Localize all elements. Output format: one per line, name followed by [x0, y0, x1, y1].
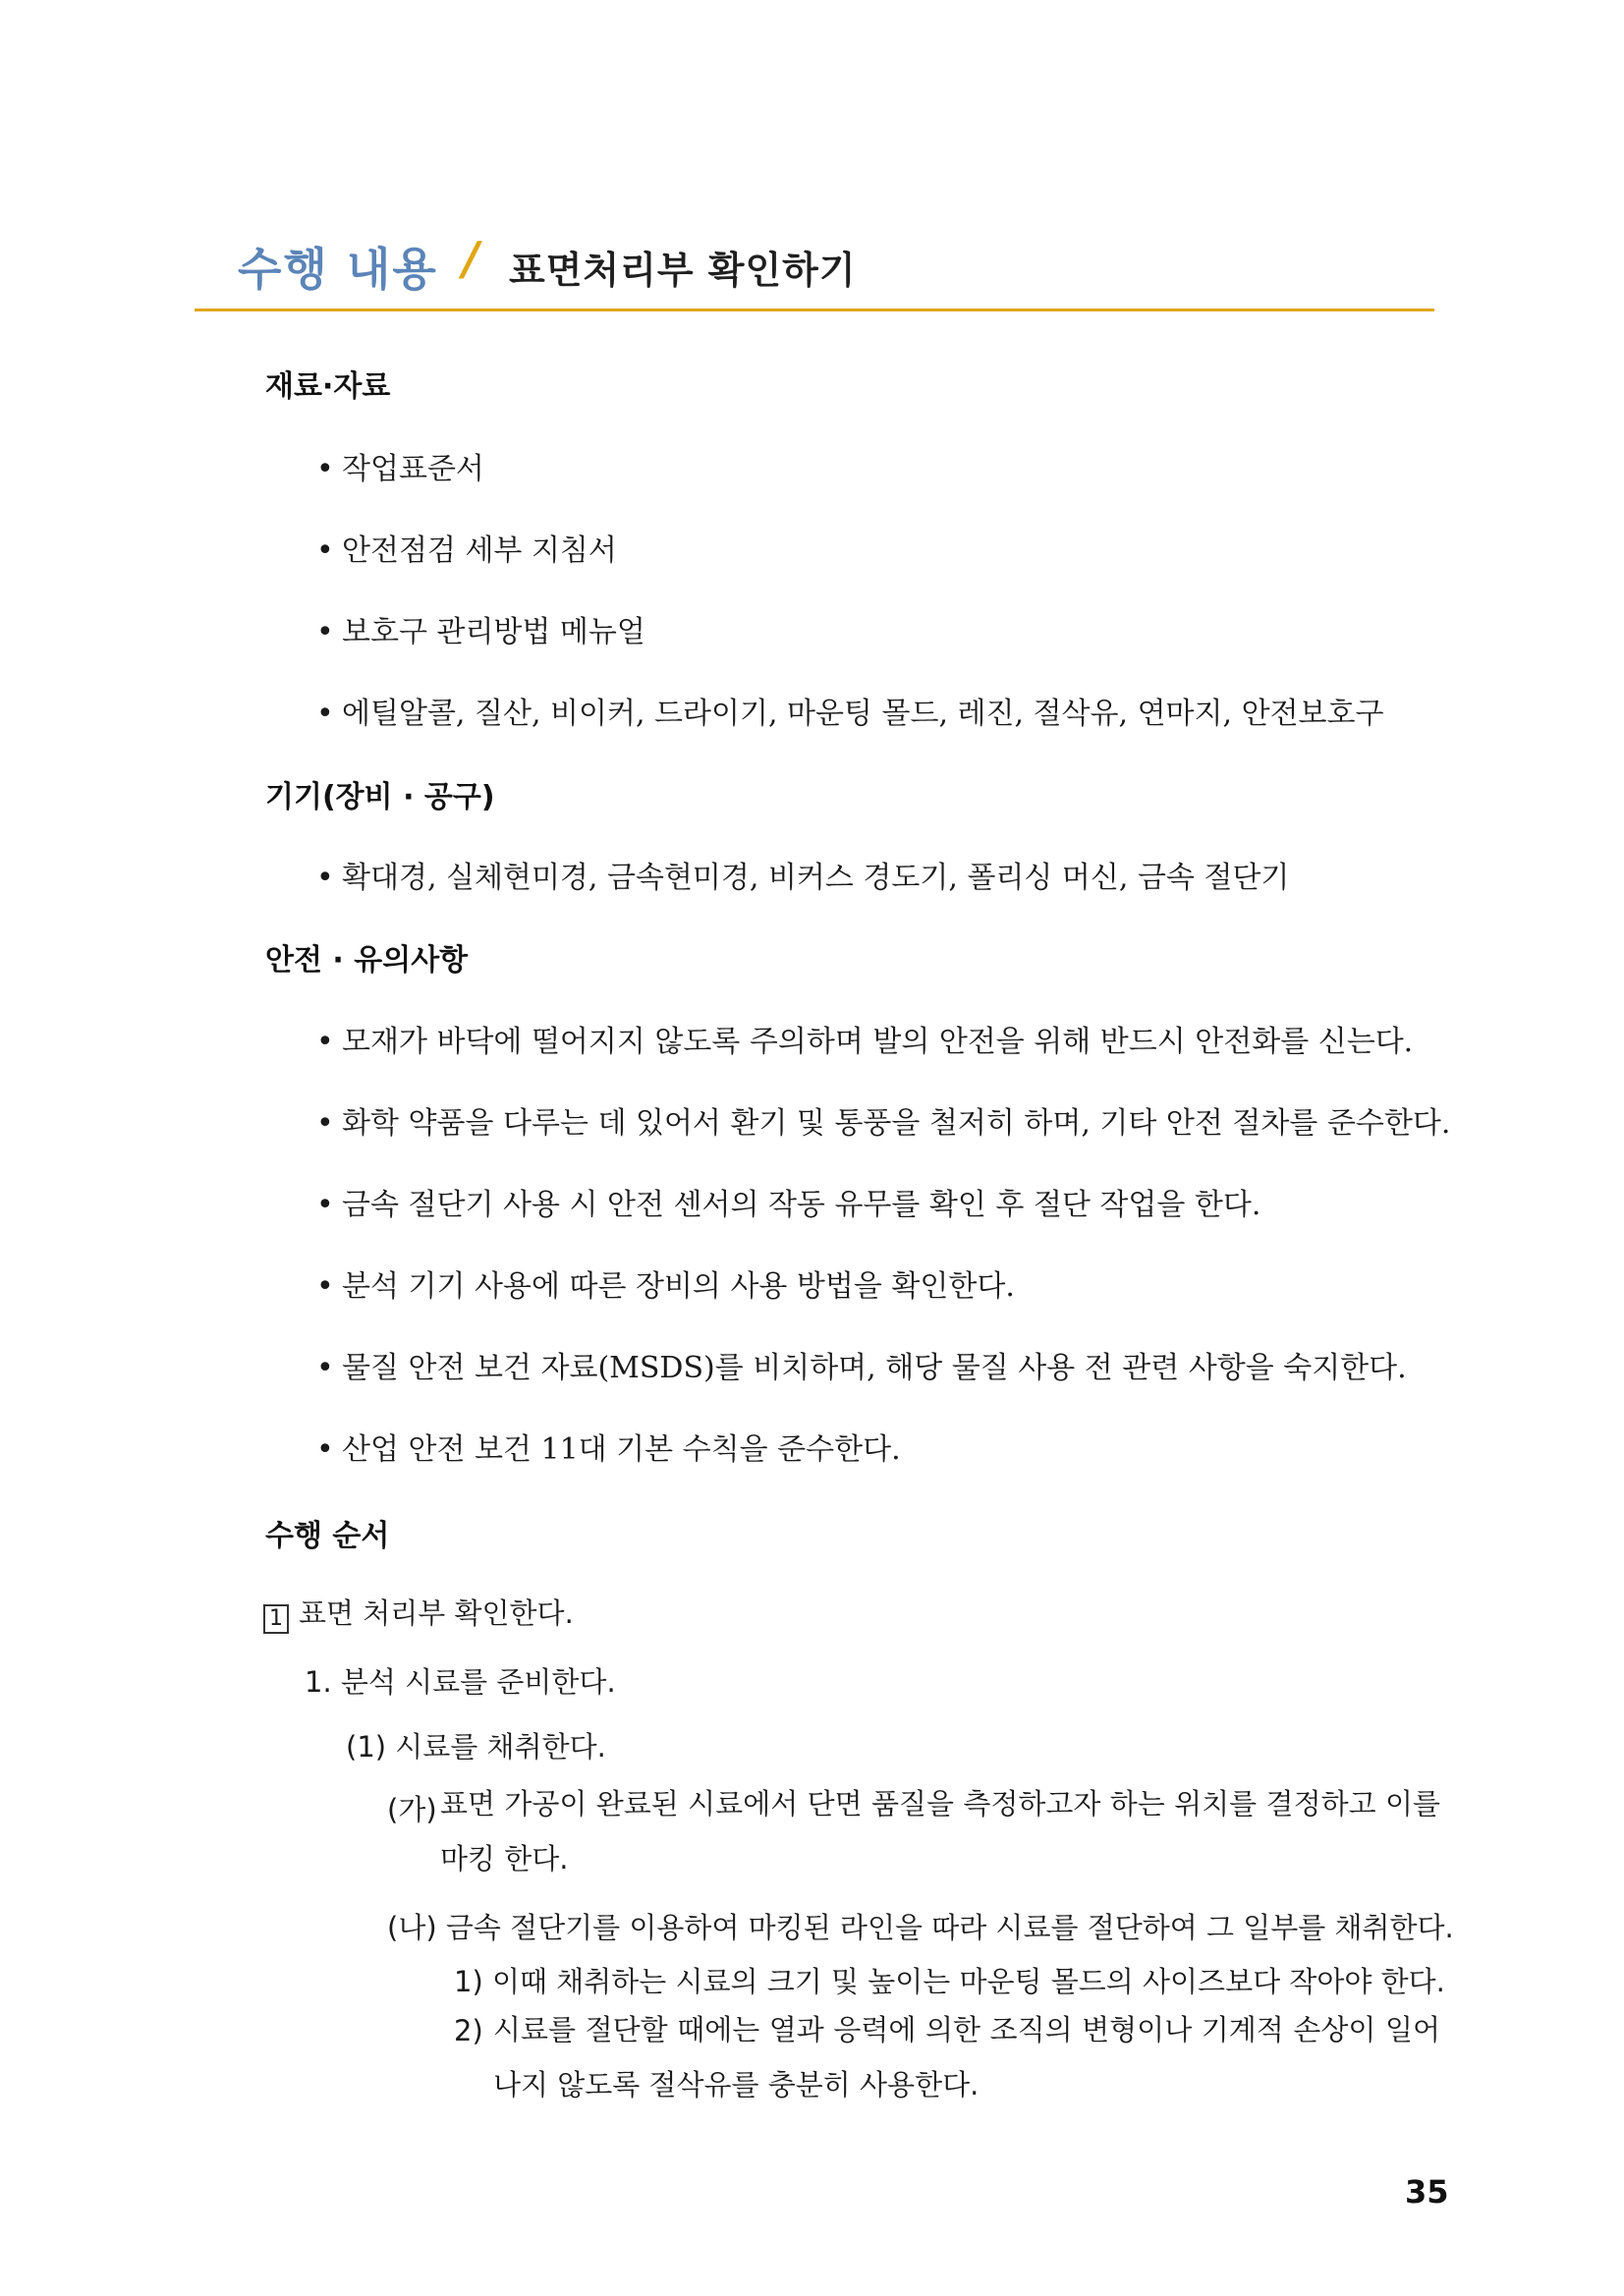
bullet-icon: • — [316, 615, 334, 649]
header-slash: / — [463, 232, 479, 285]
section-label: 수행 내용 — [238, 243, 438, 296]
equipment-item: • 확대경, 실체현미경, 금속현미경, 비커스 경도기, 폴리싱 머신, 금속 절단기 — [316, 861, 1290, 895]
safety-item: • 물질 안전 보건 자료(MSDS)를 비치하며, 해당 물질 사용 전 관련 사항을 숙지한다. — [316, 1351, 1407, 1385]
equipment-heading: 기기(장비 · 공구) — [265, 780, 495, 814]
procedure-item-na: (나) 금속 절단기를 이용하여 마킹된 라인을 따라 시료를 절단하여 그 일부를 채취한다. — [387, 1911, 1454, 1944]
bullet-icon: • — [316, 1351, 334, 1385]
bullet-icon: • — [316, 861, 334, 895]
section-header — [195, 234, 1434, 312]
safety-heading: 안전 · 유의사항 — [265, 943, 469, 978]
procedure-item-ga: (가) 표면 가공이 완료된 시료에서 단면 품질을 측정하고자 하는 위치를 결정하고 이를 마킹 한다. — [387, 1787, 1440, 1876]
procedure-note: 1) 이때 채취하는 시료의 크기 및 높이는 마운팅 몰드의 사이즈보다 작아야 한다. — [454, 1965, 1445, 1998]
step-number-box: 1 — [263, 1604, 289, 1634]
header-divider — [195, 308, 1434, 311]
procedure-note: 2) 시료를 절단할 때에는 열과 응력에 의한 조직의 변형이나 기계적 손상이 일어나지 않도록 절삭유를 충분히 사용한다. — [454, 2013, 1440, 2101]
bullet-icon: • — [316, 452, 334, 486]
bullet-icon: • — [316, 1188, 334, 1222]
bullet-icon: • — [316, 533, 334, 568]
materials-item: • 보호구 관리방법 메뉴얼 — [316, 615, 645, 649]
procedure-heading: 수행 순서 — [265, 1519, 390, 1553]
materials-item: • 에틸알콜, 질산, 비이커, 드라이기, 마운팅 몰드, 레진, 절삭유, 연마지, 안전보호구 — [316, 697, 1384, 731]
safety-item: • 모재가 바닥에 떨어지지 않도록 주의하며 발의 안전을 위해 반드시 안전화를 신는다. — [316, 1025, 1414, 1059]
topic-title: 표면처리부 확인하기 — [509, 249, 857, 292]
procedure-step-1: 1 표면 처리부 확인한다. — [263, 1592, 574, 1634]
safety-item: • 화학 약품을 다루는 데 있어서 환기 및 통풍을 철저히 하며, 기타 안전 절차를 준수한다. — [316, 1106, 1451, 1141]
bullet-icon: • — [316, 1432, 334, 1467]
procedure-substep: (1) 시료를 채취한다. — [346, 1730, 606, 1764]
materials-item: • 작업표준서 — [316, 452, 484, 486]
bullet-icon: • — [316, 697, 334, 731]
page-number: 35 — [1405, 2173, 1449, 2211]
bullet-icon: • — [316, 1106, 334, 1141]
bullet-icon: • — [316, 1025, 334, 1059]
procedure-substep: 1. 분석 시료를 준비한다. — [305, 1665, 616, 1699]
safety-item: • 분석 기기 사용에 따른 장비의 사용 방법을 확인한다. — [316, 1269, 1015, 1304]
materials-item: • 안전점검 세부 지침서 — [316, 533, 617, 568]
materials-heading: 재료·자료 — [265, 369, 391, 404]
safety-item: • 금속 절단기 사용 시 안전 센서의 작동 유무를 확인 후 절단 작업을 한다. — [316, 1188, 1261, 1222]
bullet-icon: • — [316, 1269, 334, 1304]
safety-item: • 산업 안전 보건 11대 기본 수칙을 준수한다. — [316, 1432, 901, 1467]
